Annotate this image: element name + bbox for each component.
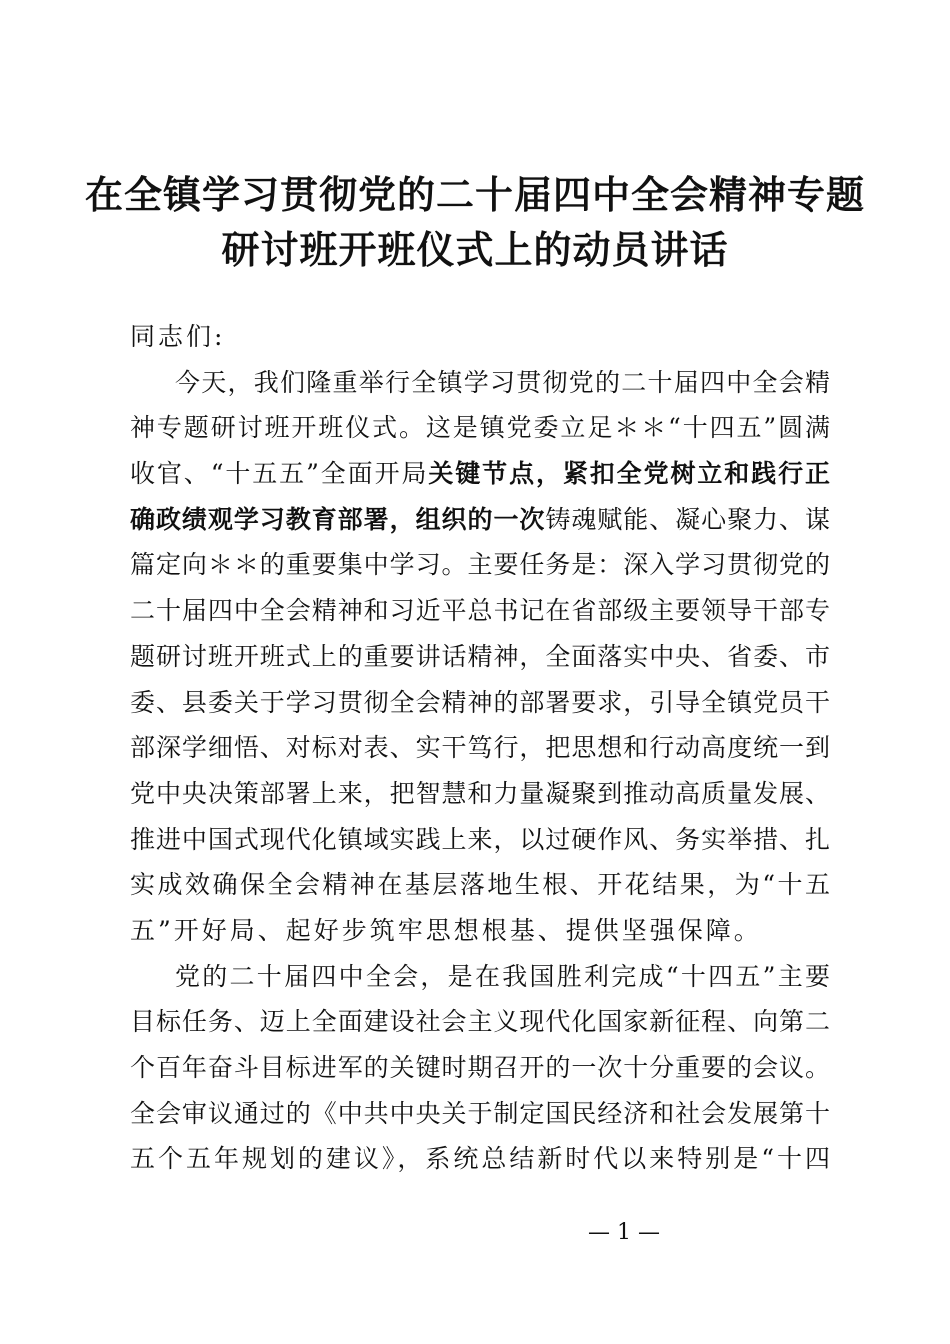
text-line	[130, 634, 830, 680]
text-segment: 二十届四中全会精神和习近平总书记在省部级主要领导干部专	[130, 596, 830, 626]
page-number: — 1 —	[588, 1220, 660, 1245]
document-title-line-1: 在全镇学习贯彻党的二十届四中全会精神专题	[84, 172, 865, 217]
paragraph	[130, 954, 830, 1182]
text-line	[130, 680, 830, 726]
text-segment: 推进中国式现代化镇域实践上来，以过硬作风、务实举措、扎	[130, 824, 830, 854]
text-line	[130, 588, 830, 634]
text-line	[130, 954, 830, 1000]
text-segment: 党的二十届四中全会，是在我国胜利完成“十四五”主要	[175, 961, 830, 991]
text-line	[130, 1045, 830, 1091]
text-segment: 目标任务、迈上全面建设社会主义现代化国家新征程、向第二	[130, 1007, 830, 1037]
text-segment: 神专题研讨班开班仪式。这是镇党委立足＊＊“十四五”圆满	[130, 413, 830, 443]
text-segment: 篇定向＊＊的重要集中学习。主要任务是：深入学习贯彻党的	[130, 550, 830, 580]
text-segment: 委、县委关于学习贯彻全会精神的部署要求，引导全镇党员干	[130, 687, 830, 717]
paragraph	[130, 360, 830, 954]
text-line	[130, 497, 830, 543]
text-line	[130, 360, 830, 406]
text-segment: 个百年奋斗目标进军的关键时期召开的一次十分重要的会议。	[130, 1053, 830, 1082]
text-segment: 全会审议通过的《中共中央关于制定国民经济和社会发展第十	[130, 1098, 830, 1128]
text-segment: 部深学细悟、对标对表、实干笃行，把思想和行动高度统一到	[130, 733, 830, 763]
text-segment: 今天，我们隆重举行全镇学习贯彻党的二十届四中全会精	[175, 367, 830, 397]
text-line	[130, 405, 830, 451]
text-line	[130, 862, 830, 908]
text-segment: 收官、“十五五”全面开局	[130, 459, 429, 489]
text-line	[130, 1091, 830, 1137]
text-line	[130, 451, 830, 497]
text-segment: 党中央决策部署上来，把智慧和力量凝聚到推动高质量发展、	[130, 778, 830, 808]
bold-text: 关键节点，紧扣全党树立和践行正	[428, 459, 830, 489]
text-segment: 五”开好局、起好步筑牢思想根基、提供坚强保障。	[130, 915, 762, 945]
text-line	[130, 999, 830, 1045]
text-line	[130, 542, 830, 588]
text-segment: 铸魂赋能、凝心聚力、谋	[545, 504, 830, 534]
salutation: 同志们:	[130, 322, 226, 351]
document-title-line-2: 研讨班开班仪式上的动员讲话	[221, 227, 729, 272]
text-line	[130, 908, 830, 954]
text-line	[130, 771, 830, 817]
text-line	[130, 1136, 830, 1182]
text-segment: 实成效确保全会精神在基层落地生根、开花结果，为“十五	[130, 870, 830, 900]
document-body	[130, 314, 830, 1182]
text-line	[130, 817, 830, 863]
text-segment: 五个五年规划的建议》，系统总结新时代以来特别是“十四	[130, 1144, 830, 1174]
bold-text: 确政绩观学习教育部署，组织的一次	[130, 504, 546, 534]
text-line	[130, 725, 830, 771]
text-segment: 题研讨班开班式上的重要讲话精神，全面落实中央、省委、市	[130, 641, 830, 671]
